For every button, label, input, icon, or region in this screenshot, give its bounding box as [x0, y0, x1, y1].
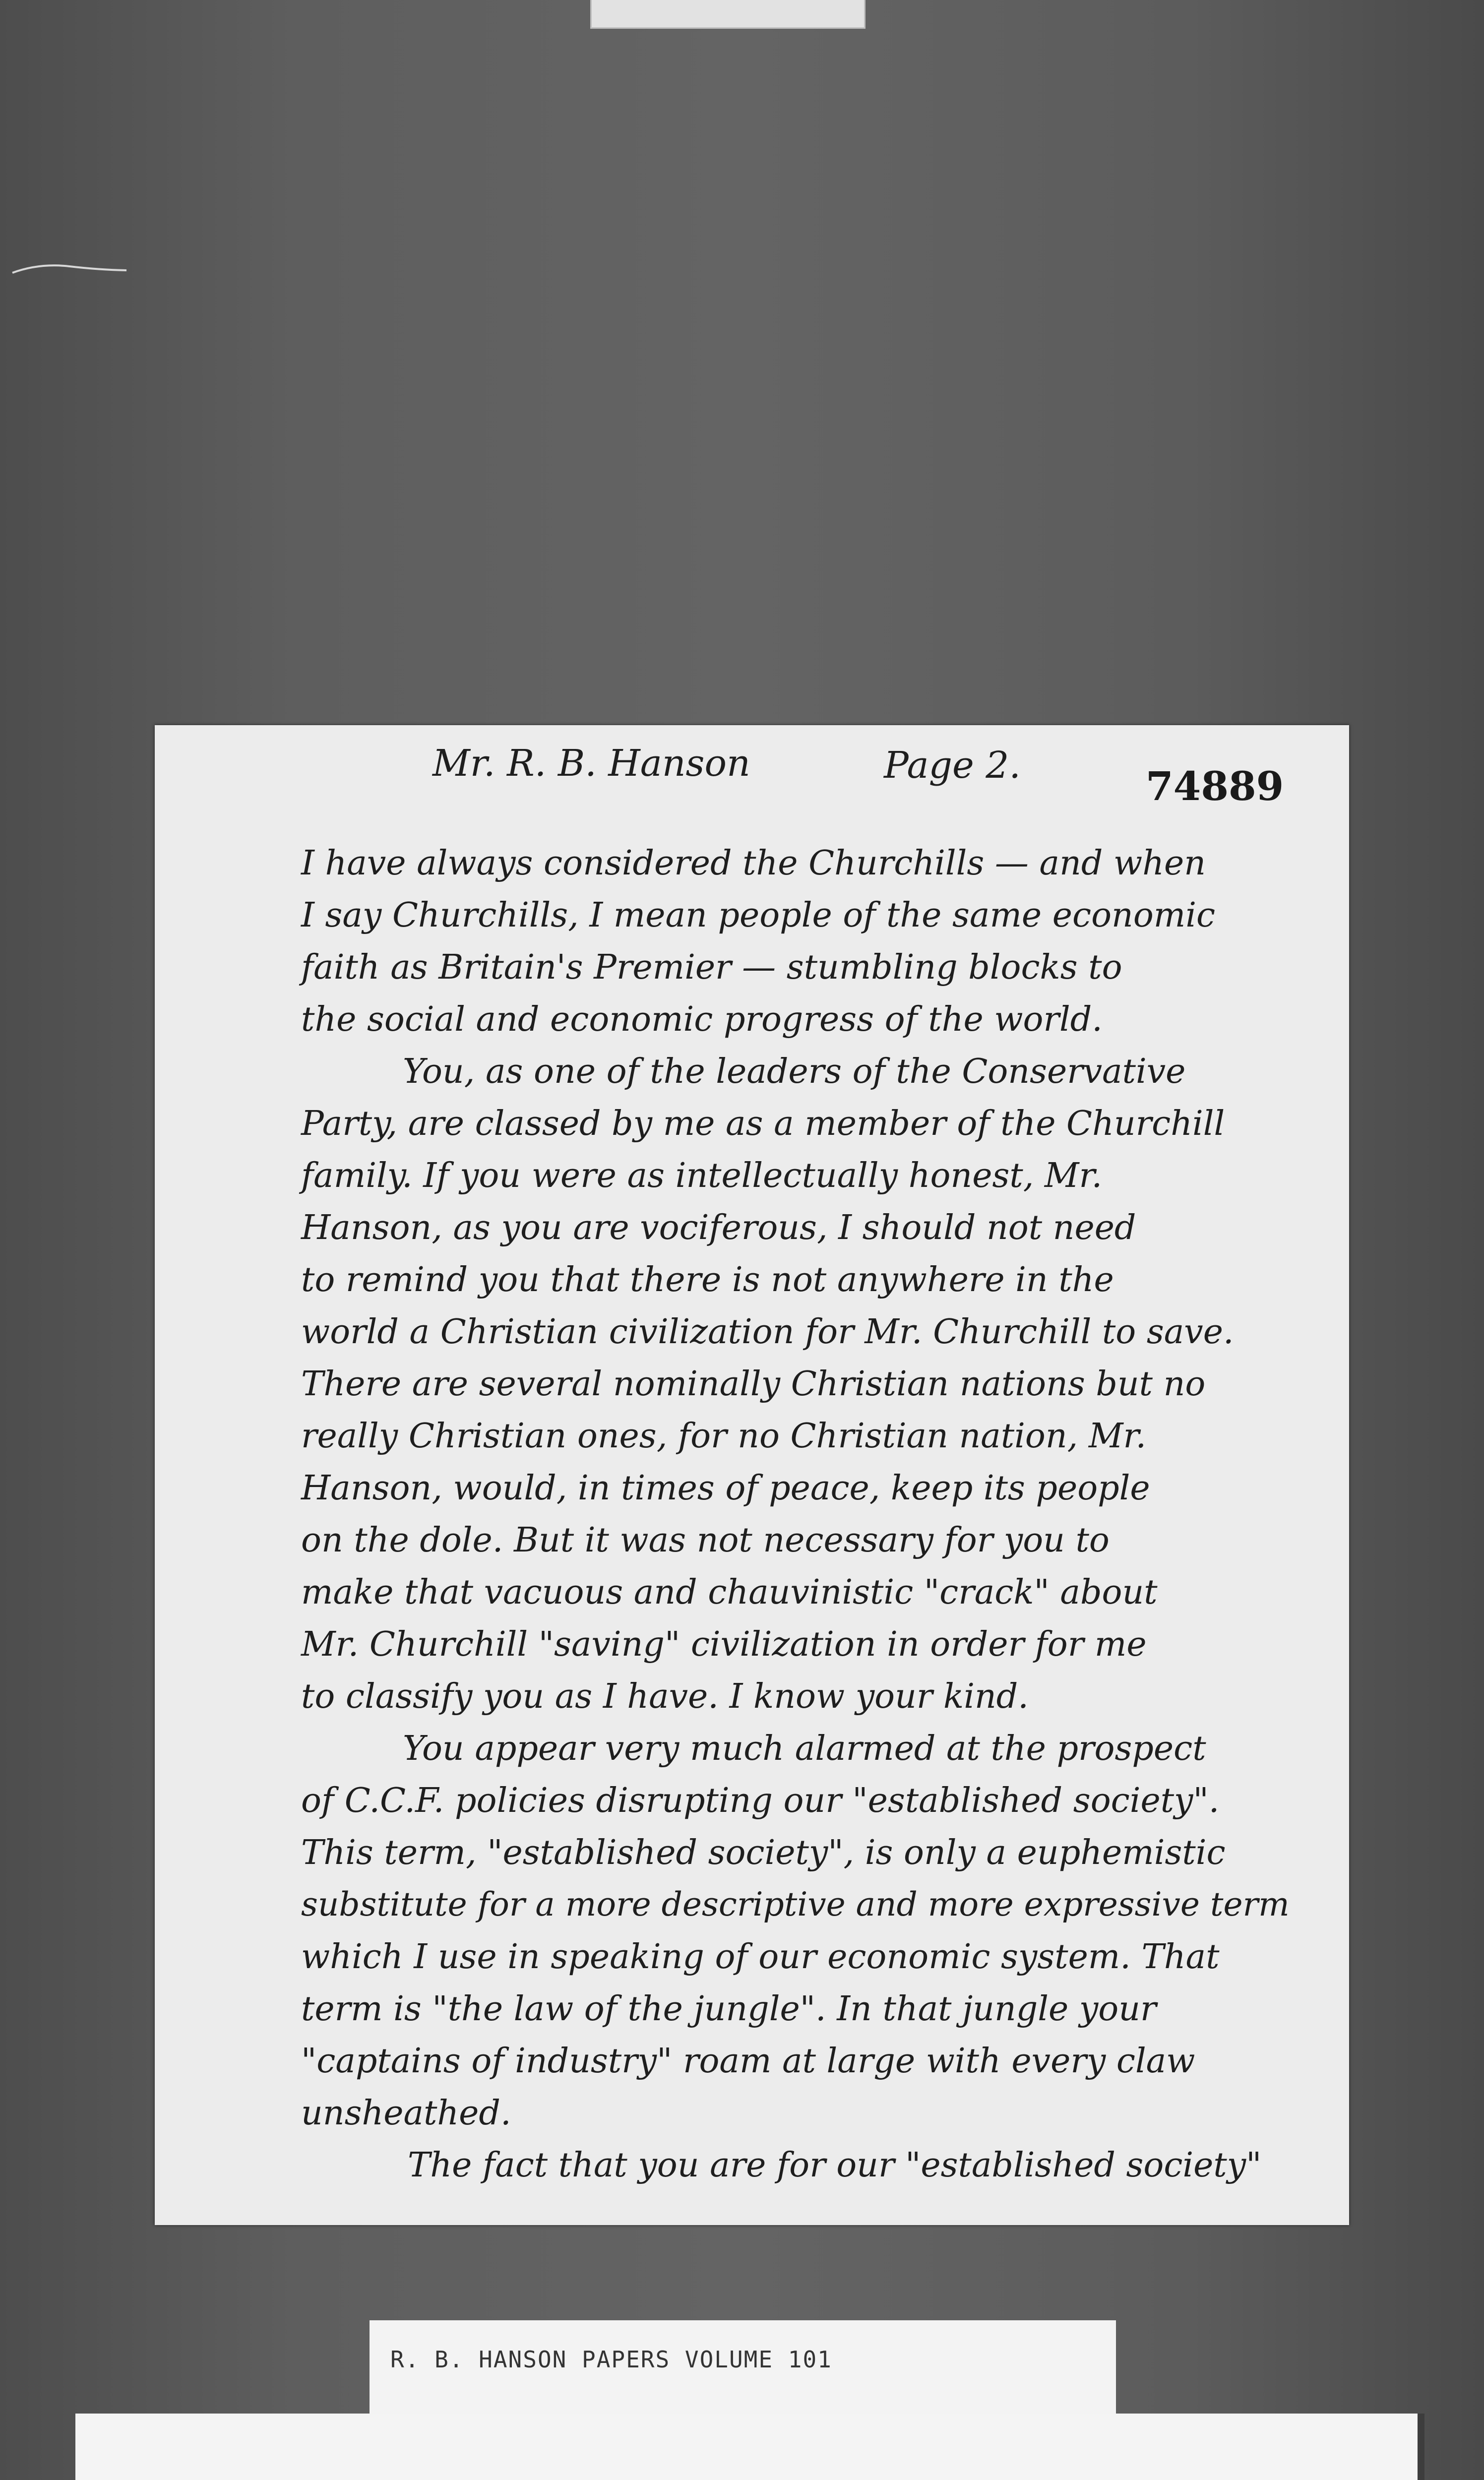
letter-line: Hanson, would, in times of peace, keep its people — [301, 1469, 1150, 1508]
letter-line: term is "the law of the jungle". In that jungle your — [301, 1989, 1157, 2029]
letter-line: The fact that you are for our "established society" — [408, 2146, 1262, 2185]
letter-line: You appear very much alarmed at the prospect — [403, 1729, 1206, 1768]
page-number: Page 2. — [884, 744, 1021, 787]
letter-line: make that vacuous and chauvinistic "crack" about — [301, 1573, 1158, 1612]
card-edge — [1418, 2414, 1424, 2480]
letter-line: faith as Britain's Premier — stumbling blocks to — [301, 948, 1122, 987]
letter-line: the social and economic progress of the world. — [301, 1000, 1103, 1039]
top-tab — [590, 0, 866, 29]
letter-line: You, as one of the leaders of the Conservative — [403, 1052, 1186, 1091]
volume-label-text: R. B. HANSON PAPERS VOLUME 101 — [390, 2346, 832, 2373]
letter-line: Party, are classed by me as a member of the Churchill — [301, 1104, 1225, 1143]
letter-line: of C.C.F. policies disrupting our "established society". — [301, 1781, 1220, 1820]
letter-line: which I use in speaking of our economic system. That — [301, 1937, 1220, 1977]
archive-card — [75, 2414, 1418, 2480]
scratch-mark — [10, 260, 129, 275]
volume-label — [370, 2320, 1116, 2415]
letter-line: I say Churchills, I mean people of the same economic — [301, 896, 1216, 935]
letter-line: to remind you that there is not anywhere in the — [301, 1260, 1114, 1300]
letter-line: unsheathed. — [301, 2094, 511, 2133]
letter-line: substitute for a more descriptive and more expressive term — [301, 1885, 1290, 1923]
letter-line: to classify you as I have. I know your kind. — [301, 1677, 1029, 1716]
letter-line: on the dole. But it was not necessary for you to — [301, 1521, 1110, 1560]
letter-line: This term, "established society", is only a euphemistic — [301, 1833, 1226, 1872]
document-number: 74889 — [1146, 763, 1284, 809]
letter-page — [155, 725, 1349, 2225]
letter-line: There are several nominally Christian nations but no — [301, 1364, 1206, 1404]
letter-line: world a Christian civilization for Mr. Churchill to save. — [301, 1312, 1234, 1352]
letter-line: Hanson, as you are vociferous, I should not need — [301, 1208, 1136, 1247]
letter-body — [155, 725, 1349, 2225]
letter-line: "captains of industry" roam at large with every claw — [301, 2042, 1195, 2081]
letter-addressee: Mr. R. B. Hanson — [433, 742, 750, 785]
letter-line: I have always considered the Churchills — and when — [301, 844, 1206, 883]
letter-line: really Christian ones, for no Christian nation, Mr. — [301, 1417, 1147, 1456]
letter-line: family. If you were as intellectually honest, Mr. — [301, 1156, 1103, 1195]
letter-line: Mr. Churchill "saving" civilization in order for me — [301, 1625, 1147, 1664]
